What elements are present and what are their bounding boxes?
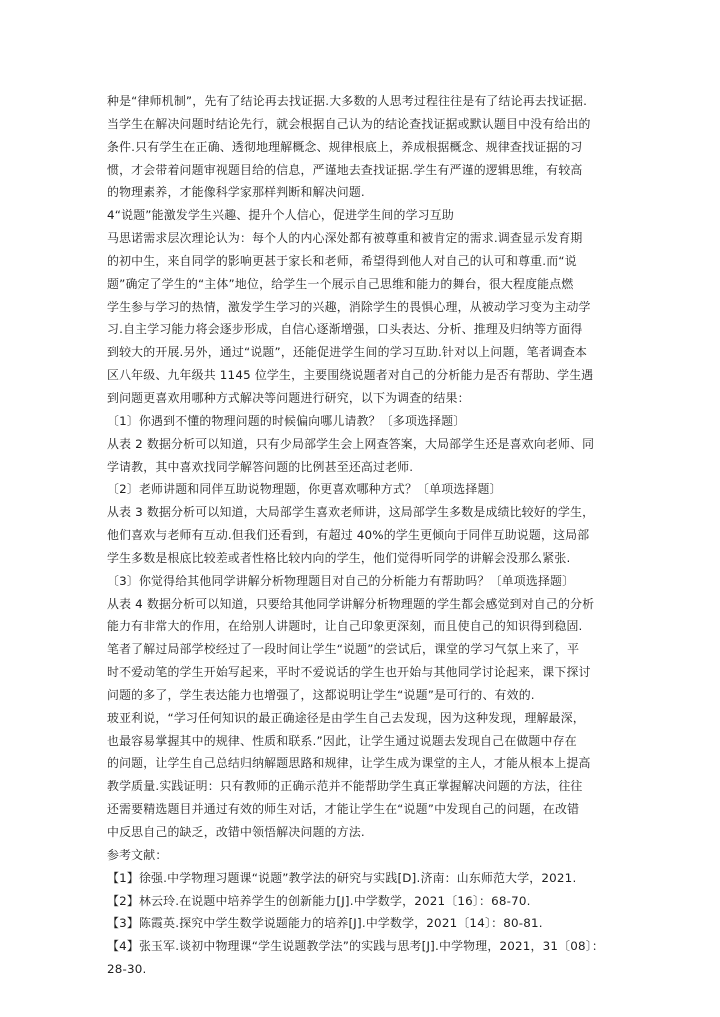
text-line-31: 教学质量.实践证明：只有教师的正确示范并不能帮助学生真正掌握解决问题的方法，往往 [107, 779, 583, 794]
text-line-32: 还需要精选题目并通过有效的师生对话，才能让学生在“说题”中发现自己的问题，在改错 [107, 802, 580, 817]
text-line-20: 他们喜欢与老师有互动.但我们还看到，有超过 40%的学生更倾向于同伴互助说题，这局部 [107, 528, 590, 543]
text-line-29: 也最容易掌握其中的规律、性质和联系.”因此，让学生通过说题去发现自己在做题中存在 [107, 733, 577, 748]
text-line-27: 问题的多了，学生表达能力也增强了，这都说明让学生“说题”是可行的、有效的. [107, 687, 535, 702]
text-line-3: 条件.只有学生在正确、透彻地理解概念、规律根底上，养成根据概念、规律查找证据的习 [107, 139, 583, 154]
text-line-7: 马思诺需求层次理论认为：每个人的内心深处都有被尊重和被肯定的需求.调查显示发育期 [107, 231, 583, 246]
survey-question-2: 〔2〕老师讲题和同伴互助说物理题，你更喜欢哪种方式？〔单项选择题〕 [107, 482, 502, 497]
text-line-4: 惯，才会带着问题审视题目给的信息，严谨地去查找证据.学生有严谨的逻辑思维，有较高 [107, 162, 583, 177]
text-line-8: 的初中生，来自同学的影响更甚于家长和老师，希望得到他人对自己的认可和尊重.而“说 [107, 253, 577, 268]
survey-question-3: 〔3〕你觉得给其他同学讲解分析物理题目对自己的分析能力有帮助吗？〔单项选择题〕 [107, 573, 575, 588]
reference-3: 【3】陈霞英.探究中学生数学说题能力的培养[J].中学数学，2021〔14〕：80-81. [107, 916, 543, 931]
reference-2: 【2】林云玲.在说题中培养学生的创新能力[J].中学数学，2021〔16〕：68-70. [107, 893, 531, 908]
text-line-14: 到问题更喜欢用哪种方式解决等问题进行研究，以下为调查的结果： [107, 390, 470, 405]
text-line-21: 学生多数是根底比较差或者性格比较内向的学生，他们觉得听同学的讲解会没那么紧张. [107, 550, 571, 565]
text-line-10: 学生参与学习的热情，激发学生学习的兴趣，消除学生的畏惧心理，从被动学习变为主动学 [107, 299, 591, 314]
reference-4-continued: 28-30. [107, 962, 147, 977]
text-line-11: 习.自主学习能力将会逐步形成，自信心逐渐增强，口头表达、分析、推理及归纳等方面得 [107, 322, 583, 337]
text-line-13: 区八年级、九年级共 1145 位学生，主要围绕说题者对自己的分析能力是否有帮助、学生遇 [107, 368, 594, 383]
reference-4: 【4】张玉军.谈初中物理课“学生说题教学法”的实践与思考[J].中学物理，2021，31〔08〕： [107, 939, 604, 954]
text-line-30: 的问题，让学生自己总结归纳解题思路和规律，让学生成为课堂的主人，才能从根本上提高 [107, 756, 591, 771]
text-line-24: 能力有非常大的作用，在给别人讲题时，让自己印象更深刻，而且使自己的知识得到稳固. [107, 619, 583, 634]
text-line-23: 从表 4 数据分析可以知道，只要给其他同学讲解分析物理题的学生都会感觉到对自己的分析 [107, 596, 595, 611]
reference-1: 【1】徐强.中学物理习题课“说题”教学法的研究与实践[D].济南：山东师范大学，2021. [107, 870, 577, 885]
text-line-9: 题”确定了学生的“主体”地位，给学生一个展示自己思维和能力的舞台，很大程度能点燃 [107, 276, 574, 291]
text-line-5: 的物理素养，才能像科学家那样判断和解决问题. [107, 185, 365, 200]
text-line-1: 种是“律师机制”，先有了结论再去找证据.大多数的人思考过程往往是有了结论再去找证据. [107, 94, 588, 108]
document-body [107, 90, 627, 981]
text-line-16: 从表 2 数据分析可以知道，只有少局部学生会上网查答案，大局部学生还是喜欢向老师、同 [107, 436, 595, 451]
text-line-28: 玻亚利说，“学习任何知识的最正确途径是由学生自己去发现，因为这种发现，理解最深， [107, 710, 585, 725]
text-line-19: 从表 3 数据分析可以知道，大局部学生喜欢老师讲，这局部学生多数是成绩比较好的学生， [107, 505, 595, 520]
text-line-2: 当学生在解决问题时结论先行，就会根据自己认为的结论查找证据或默认题目中没有给出的 [107, 116, 591, 131]
text-line-17: 学请教，其中喜欢找同学解答问题的比例甚至还高过老师. [107, 459, 414, 474]
section-heading: 4“说题”能激发学生兴趣、提升个人信心，促进学生间的学习互助 [107, 208, 454, 223]
references-heading: 参考文献： [107, 847, 168, 862]
text-line-33: 中反思自己的缺乏，改错中领悟解决问题的方法. [107, 825, 365, 839]
text-line-25: 笔者了解过局部学校经过了一段时间让学生“说题”的尝试后，课堂的学习气氛上来了，平 [107, 642, 580, 657]
survey-question-1: 〔1〕你遇到不懂的物理问题的时候偏向哪儿请教？〔多项选择题〕 [107, 413, 466, 428]
text-line-12: 到较大的开展.另外，通过“说题”，还能促进学生间的学习互助.针对以上问题，笔者调查本 [107, 345, 588, 360]
text-line-26: 时不爱动笔的学生开始写起来，平时不爱说话的学生也开始与其他同学讨论起来，课下探讨 [107, 665, 591, 680]
